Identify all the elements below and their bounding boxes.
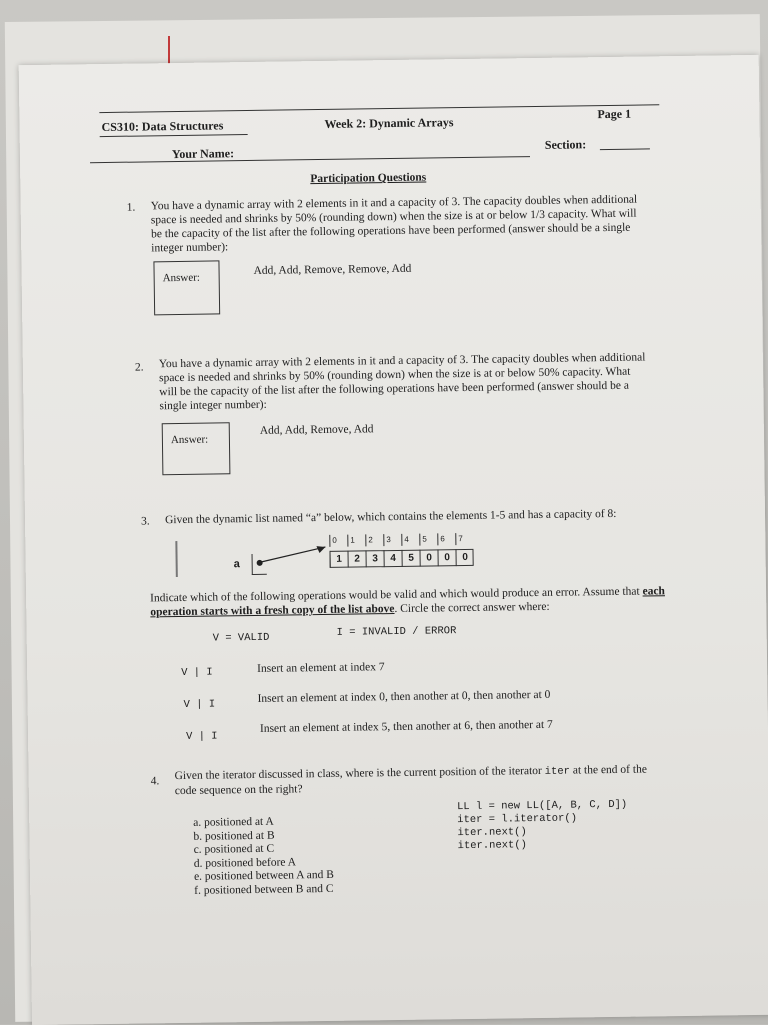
- array-cell-1: 2: [347, 550, 365, 567]
- q4-option-e[interactable]: e. positioned between A and B: [193, 868, 335, 883]
- q4-options-list: [193, 815, 334, 898]
- array-index-5: 5: [419, 534, 427, 546]
- array-cell-2: 3: [365, 550, 383, 567]
- array-cell-3: 4: [383, 550, 401, 567]
- array-cell-6: 0: [437, 549, 455, 566]
- q1-text: You have a dynamic array with 2 elements in it and a capacity of 3. The capacity doubles when additional space is needed and shrinks by 50% (rounding down) when the size is at or below 1/3 capacity. What will be the capacity of the list after the following operations have been performed (answer should be a single integer number):: [150, 193, 638, 255]
- array-index-6: 6: [437, 533, 445, 545]
- pointer-arrow: [259, 541, 339, 566]
- q1-number: 1.: [126, 201, 136, 214]
- q4-option-f[interactable]: f. positioned between B and C: [194, 882, 334, 897]
- q4-text-code: iter: [544, 765, 571, 778]
- q3-item2-choice[interactable]: V | I: [183, 698, 216, 711]
- q2-number: 2.: [134, 361, 144, 374]
- q1-answer-box[interactable]: [153, 260, 220, 315]
- q3-item3-choice[interactable]: V | I: [185, 730, 218, 743]
- q4-code-block: [457, 799, 628, 853]
- array-outline: [329, 549, 473, 568]
- section-line[interactable]: [600, 148, 650, 150]
- q3-instr-emphasis: each operation starts with a fresh copy of the list above: [150, 585, 665, 619]
- week-title: Week 2: Dynamic Arrays: [324, 115, 454, 131]
- array-cell-0: 1: [329, 551, 347, 568]
- array-cell-5: 0: [419, 549, 437, 566]
- q3-item3-text: Insert an element at index 5, then another at 6, then another at 7: [259, 718, 553, 735]
- array-variable-name: a: [233, 558, 240, 571]
- q3-instr-pre: Indicate which of the following operations would be valid and which would produce an error. Assume that: [150, 585, 640, 605]
- q4-code-line-1: LL l = new LL([A, B, C, D]): [456, 798, 628, 814]
- q2-answer-box[interactable]: [162, 422, 231, 475]
- q4-code-line-2: iter = l.iterator(): [457, 812, 578, 827]
- legend-valid: V = VALID: [212, 631, 270, 645]
- array-index-2: 2: [365, 534, 373, 546]
- section-label: Section:: [544, 137, 587, 152]
- margin-mark: [175, 541, 178, 577]
- q4-text: [175, 762, 665, 798]
- q4-code-line-3: iter.next(): [457, 826, 527, 840]
- array-index-4: 4: [401, 534, 409, 546]
- q4-number: 4.: [150, 775, 160, 788]
- red-pen-mark: [168, 36, 170, 66]
- page-number: Page 1: [597, 106, 632, 122]
- course-title: CS310: Data Structures: [101, 118, 224, 135]
- q3-item1-choice[interactable]: V | I: [181, 666, 213, 679]
- header-top-rule: [99, 104, 659, 113]
- name-label: Your Name:: [171, 146, 235, 162]
- q1-operations: Add, Add, Remove, Remove, Add: [253, 262, 412, 277]
- q3-instructions: [150, 584, 670, 619]
- q3-number: 3.: [140, 515, 150, 528]
- array-cell-7: 0: [455, 549, 473, 566]
- q4-option-c[interactable]: c. positioned at C: [193, 842, 275, 856]
- section-title: Participation Questions: [310, 171, 427, 186]
- q2-operations: Add, Add, Remove, Add: [259, 423, 374, 437]
- name-line[interactable]: [90, 156, 530, 163]
- array-index-1: 1: [347, 535, 355, 547]
- q3-item2-text: Insert an element at index 0, then another at 0, then another at 0: [257, 688, 551, 705]
- q4-text-post: at the end of the code sequence on the right?: [174, 763, 647, 798]
- q2-answer-label: Answer:: [170, 433, 209, 447]
- q4-option-a[interactable]: a. positioned at A: [193, 815, 274, 829]
- q2-text: You have a dynamic array with 2 elements in it and a capacity of 3. The capacity doubles when additional space is needed and shrinks by 50% (rounding down) when the size is at or below 50% capacity. What will be the capacity of the list after the following operations have been performed (answer should be a single integer number):: [158, 351, 646, 413]
- q3-item1-text: Insert an element at index 7: [257, 661, 385, 675]
- array-cell-4: 5: [401, 550, 419, 567]
- array-index-3: 3: [383, 534, 391, 546]
- q4-code-line-4: iter.next(): [457, 839, 528, 853]
- array-index-0: 0: [329, 535, 337, 547]
- q3-instr-post: . Circle the correct answer where:: [394, 600, 550, 616]
- array-index-7: 7: [455, 533, 463, 545]
- q4-text-pre: Given the iterator discussed in class, where is the current position of the iterator: [174, 764, 542, 783]
- q1-answer-label: Answer:: [162, 271, 201, 285]
- array-diagram: [329, 533, 480, 575]
- worksheet-page: [19, 55, 768, 1025]
- legend-invalid: I = INVALID / ERROR: [336, 625, 457, 639]
- q4-option-b[interactable]: b. positioned at B: [193, 829, 275, 843]
- q4-option-d[interactable]: d. positioned before A: [193, 855, 297, 870]
- q3-text: Given the dynamic list named “a” below, which contains the elements 1-5 and has a capacity of 8:: [164, 507, 617, 527]
